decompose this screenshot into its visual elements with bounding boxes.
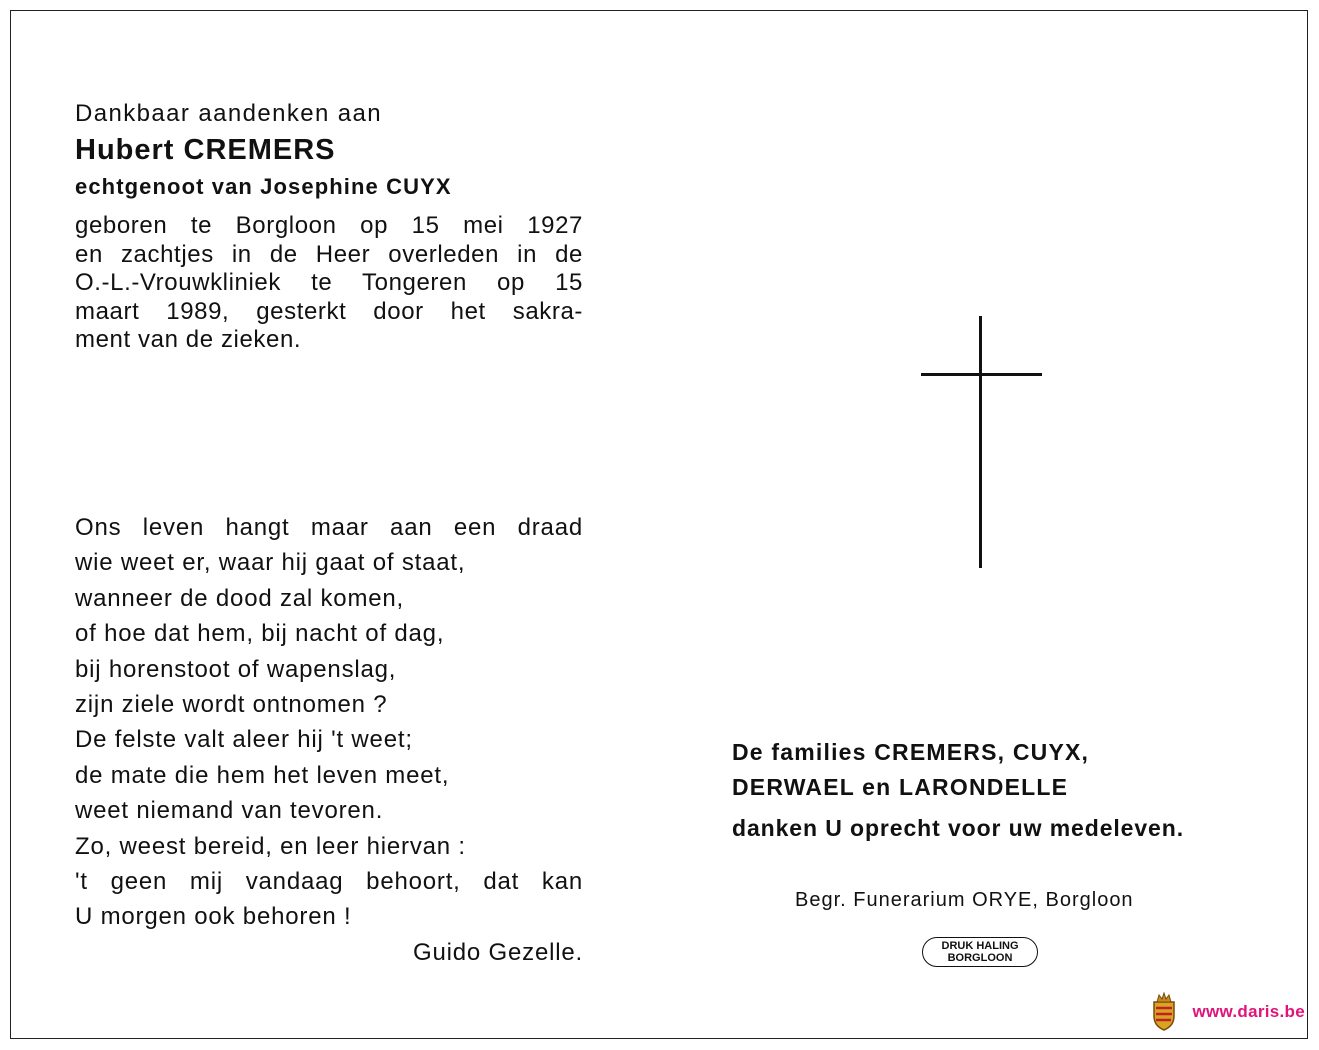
intro-text: Dankbaar aandenken aan (75, 100, 383, 127)
biography (75, 212, 583, 355)
poem-line: U morgen ook behoren ! (75, 903, 352, 931)
thanks-line: De families CREMERS, CUYX, (732, 739, 1090, 765)
thanks-line: danken U oprecht voor uw medeleven. (732, 815, 1184, 841)
poem-line: de mate die hem het leven meet, (75, 761, 450, 789)
printer-city: BORGLOON (947, 952, 1013, 964)
thanks-line: DERWAEL en LARONDELLE (732, 774, 1069, 800)
poem-author: Guido Gezelle. (413, 938, 583, 966)
bio-line: O.-L.-Vrouwkliniek te Tongeren op 15 (75, 269, 583, 296)
thanks-block (732, 735, 1184, 846)
deceased-name: Hubert CREMERS (75, 134, 336, 166)
poem-line: Ons leven hangt maar aan een draad (75, 514, 583, 541)
poem-line: zijn ziele wordt ontnomen ? (75, 691, 388, 719)
poem-line: 't geen mij vandaag behoort, dat kan (75, 868, 583, 896)
watermark-text: www.daris.be (1192, 1002, 1305, 1021)
poem-line: bij horenstoot of wapenslag, (75, 655, 397, 683)
bio-line: maart 1989, gesterkt door het sakra- (75, 297, 583, 325)
watermark (1150, 992, 1305, 1032)
poem-line: De felste valt aleer hij 't weet; (75, 726, 413, 754)
left-panel (75, 100, 583, 355)
printer-stamp (922, 937, 1038, 967)
spouse-line: echtgenoot van Josephine CUYX (75, 174, 452, 199)
bio-line: ment van de zieken. (75, 326, 302, 353)
poem-line: wanneer de dood zal komen, (75, 584, 405, 612)
poem-line: of hoe dat hem, bij nacht of dag, (75, 620, 445, 648)
bio-line: geboren te Borgloon op 15 mei 1927 (75, 212, 583, 239)
printer-name: DRUK HALING (941, 940, 1019, 952)
coat-of-arms-icon (1150, 992, 1178, 1032)
cross-vertical-bar (979, 316, 982, 568)
bio-line: en zachtjes in de Heer overleden in de (75, 240, 583, 268)
cross-icon (921, 316, 1042, 568)
cross-horizontal-bar (921, 373, 1042, 376)
poem-line: wie weet er, waar hij gaat of staat, (75, 549, 466, 577)
poem-line: weet niemand van tevoren. (75, 797, 384, 825)
funeral-home: Begr. Funerarium ORYE, Borgloon (795, 889, 1134, 911)
poem (75, 510, 583, 970)
poem-line: Zo, weest bereid, en leer hiervan : (75, 832, 466, 860)
